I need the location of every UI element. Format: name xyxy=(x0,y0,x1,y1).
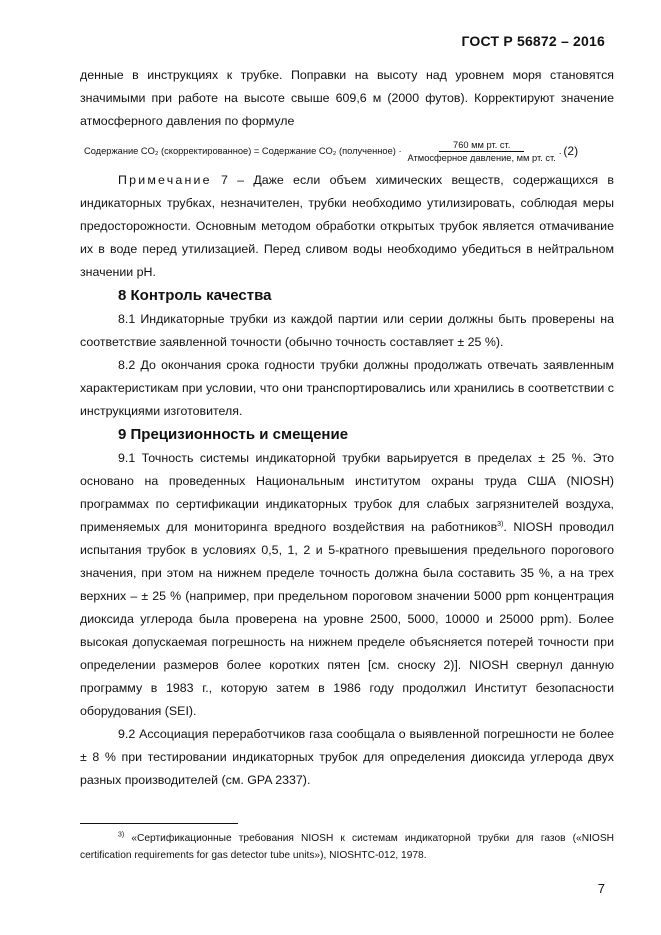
section-9-1-text-a: 9.1 Точность системы индикаторной трубки варьируется в пределах ± 25 %. Это основано на проведенных Национальным институтом охраны труда США (NIOSH) программах по сертификации индикаторных трубок для слабых загрязнителей воздуха, применяемых для мониторинга вредного воздействия на работников xyxy=(80,451,614,534)
intro-paragraph: денные в инструкциях к трубке. Поправки на высоту над уровнем моря становятся значимыми при работе на высоте свыше 609,6 м (2000 футов). Корректируют значение атмосферного давления по формуле xyxy=(80,68,614,128)
footnote-text: «Сертификационные требования NIOSH к системам индикаторной трубки для газов («NIOSH certification requirements for gas detector tube units»), NIOSHTC-012, 1978. xyxy=(80,833,614,861)
document-code: ГОСТ Р 56872 – 2016 xyxy=(461,33,605,49)
footnote xyxy=(80,830,614,864)
section-9-1-text-b: . NIOSH проводил испытания трубок в условиях 0,5, 1, 2 и 5-кратного превышения предельного порогового значения, при этом на нижнем пределе точность должна была составить 35 %, а на трех верхних – ± 25 % (например, при предельном пороговом значении 5000 ppm концентрация диоксида углерода была проверена на уровне 2500, 5000, 10000 и 25000 ppm). Более высокая допускаемая погрешность на нижнем пределе объясняется потерей точности при определении размеров более коротких пятен [см. сноску 2)]. NIOSH свернул данную программу в 1983 г., которую затем в 1986 году продолжил Институт безопасности оборудования (SEI). xyxy=(80,520,614,718)
section-9-title: 9 Прецизионность и смещение xyxy=(118,426,349,443)
section-8-title: 8 Контроль качества xyxy=(118,287,272,304)
section-9-2: 9.2 Ассоциация переработчиков газа сообщала о выявленной погрешности не более ± 8 % при тестировании индикаторных трубок для определения диоксида углерода двух разных производителей (см. GPA 2337). xyxy=(80,727,614,787)
section-8-2: 8.2 До окончания срока годности трубки должны продолжать отвечать заявленным характеристикам при условии, что они транспортировались или хранились в соответствии с инструкциями изготовителя. xyxy=(80,358,614,418)
formula-lhs: Содержание CO₂ (скорректированное) = Содержание CO₂ (полученное) · xyxy=(84,146,402,156)
formula-tail: . xyxy=(558,146,562,156)
section-8-1: 8.1 Индикаторные трубки из каждой партии или серии должны быть проверены на соответствие заявленной точности (обычно точность составляет ± 25 %). xyxy=(80,312,614,349)
formula-number: (2) xyxy=(563,144,579,158)
note-label: Примечание xyxy=(118,173,212,187)
formula-fraction xyxy=(408,140,556,163)
section-9-1 xyxy=(80,447,614,723)
note-paragraph xyxy=(80,169,614,284)
formula-2 xyxy=(84,135,614,167)
footnote-ref: 3) xyxy=(497,520,504,528)
page-number: 7 xyxy=(597,881,605,896)
formula-numerator: 760 мм рт. ст. xyxy=(439,140,524,152)
note-text: 7 – Даже если объем химических веществ, содержащихся в индикаторных трубках, незначителен, трубки необходимо утилизировать, соблюдая меры предосторожности. Основным методом обработки открытых трубок является отмачивание их в воде перед утилизацией. Перед сливом воды необходимо убедиться в нейтральном значении pH. xyxy=(80,173,614,279)
page-body xyxy=(80,64,614,792)
footnote-marker: 3) xyxy=(118,831,125,839)
formula-denominator: Атмосферное давление, мм рт. ст. xyxy=(407,152,556,163)
footnote-divider xyxy=(80,823,238,824)
